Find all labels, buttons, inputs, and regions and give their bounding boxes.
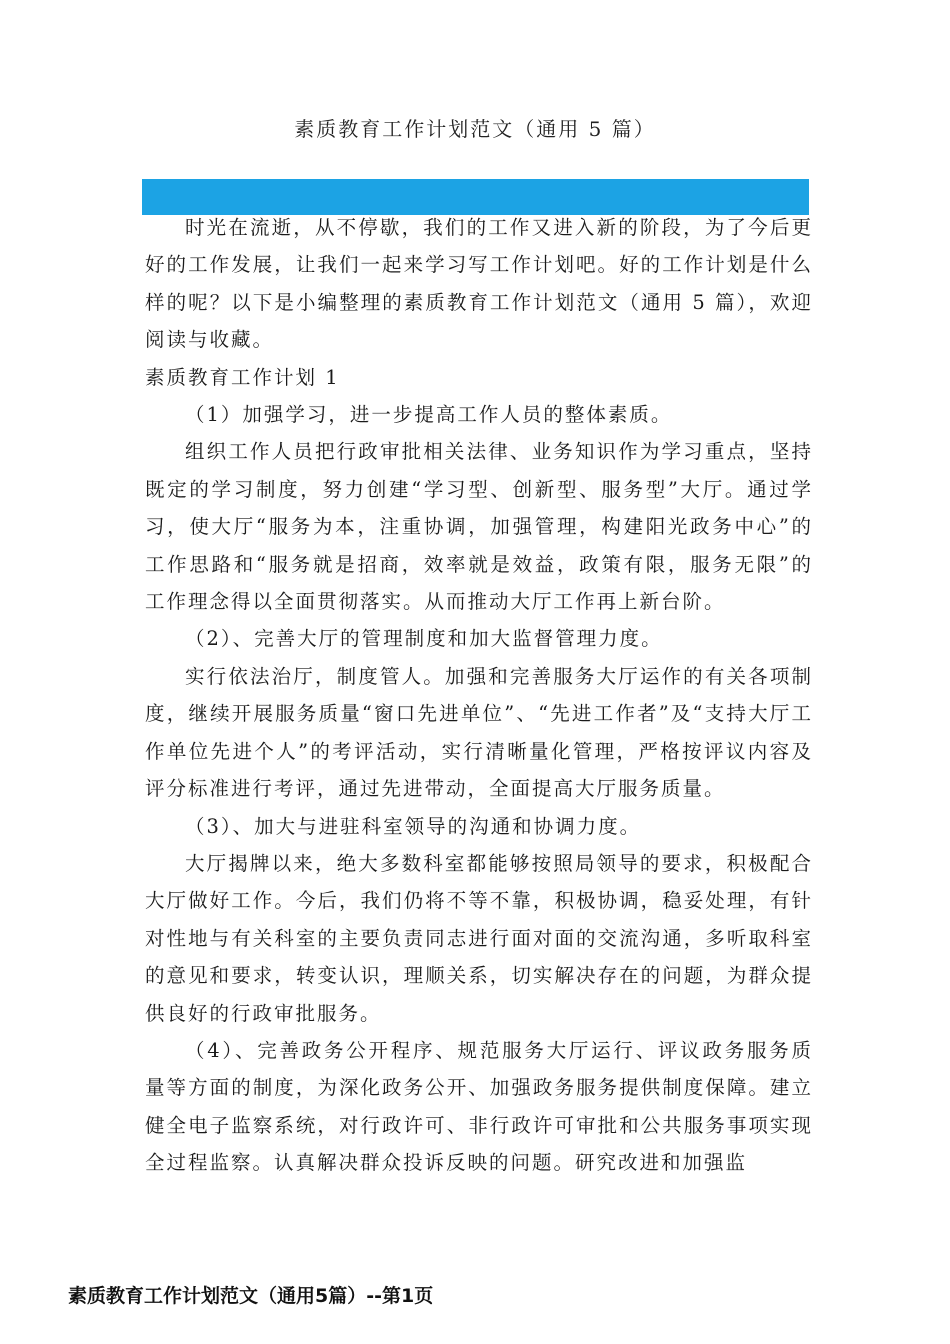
item-body: 大厅揭牌以来，绝大多数科室都能够按照局领导的要求，积极配合大厅做好工作。今后，我们仍将不等不靠，积极协调，稳妥处理，有针对性地与有关科室的主要负责同志进行面对面的交流沟通，多听取科室的意见和要求，转变认识，理顺关系，切实解决存在的问题，为群众提供良好的行政审批服务。 (145, 851, 813, 1025)
intro-paragraph: 时光在流逝，从不停歇，我们的工作又进入新的阶段，为了今后更好的工作发展，让我们一起来学习写工作计划吧。好的工作计划是什么样的呢？以下是小编整理的素质教育工作计划范文（通用 5 篇），欢迎阅读与收藏。 (145, 216, 813, 352)
item-body: 实行依法治厅，制度管人。加强和完善服务大厅运作的有关各项制度，继续开展服务质量“窗口先进单位”、“先进工作者”及“支持大厅工作单位先进个人”的考评活动，实行清晰量化管理，严格按评议内容及评分标准进行考评，通过先进带动，全面提高大厅服务质量。 (145, 664, 813, 801)
document-title: 素质教育工作计划范文（通用 5 篇） (294, 117, 656, 141)
item-heading: （1）加强学习，进一步提高工作人员的整体素质。 (185, 403, 673, 427)
item-heading: （4）、完善政务公开程序、规范服务大厅运行、评议政务服务质量等方面的制度，为深化政务公开、加强政务服务提供制度保障。建立健全电子监察系统，对行政许可、非行政许可审批和公共服务事项实现全过程监察。认真解决群众投诉反映的问题。研究改进和加强监 (145, 1038, 813, 1175)
item-heading: （3）、加大与进驻科室领导的沟通和协调力度。 (185, 814, 642, 838)
item-heading: （2）、完善大厅的管理制度和加大监督管理力度。 (185, 627, 663, 651)
document-body (145, 209, 813, 1182)
page-footer: 素质教育工作计划范文（通用5篇）--第1页 (68, 1285, 434, 1307)
section-heading: 素质教育工作计划 1 (145, 365, 340, 389)
item-body: 组织工作人员把行政审批相关法律、业务知识作为学习重点，坚持既定的学习制度，努力创建“学习型、创新型、服务型”大厅。通过学习，使大厅“服务为本，注重协调，加强管理，构建阳光政务中心”的工作思路和“服务就是招商，效率就是效益，政策有限，服务无限”的工作理念得以全面贯彻落实。从而推动大厅工作再上新台阶。 (145, 440, 813, 614)
